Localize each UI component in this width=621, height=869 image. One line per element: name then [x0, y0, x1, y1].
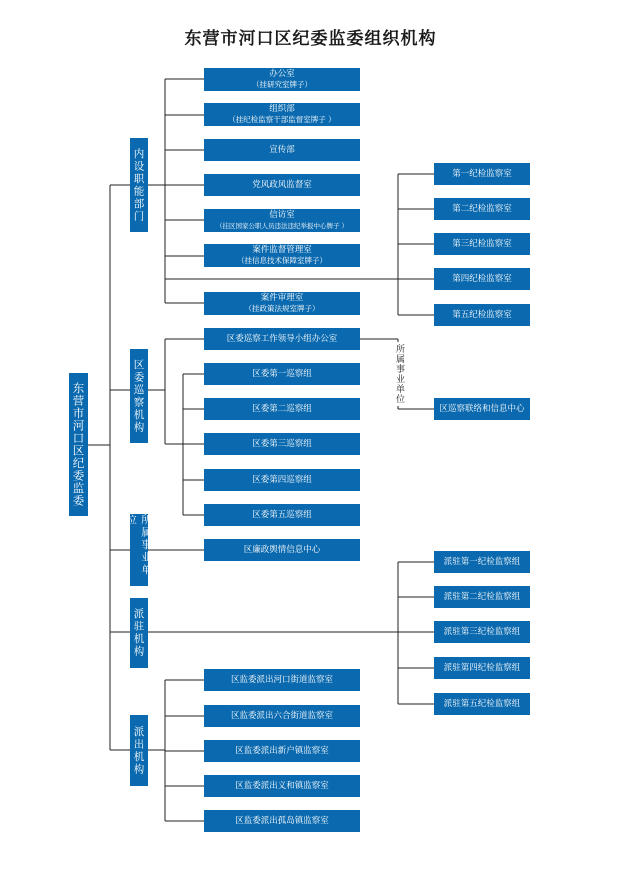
- patrol-affiliated-label: 所属事业单位: [394, 344, 404, 404]
- internal-dept: [204, 68, 360, 91]
- discipline-room: 第三纪检监察室: [434, 233, 530, 255]
- category-internal: 内设职能部门: [130, 138, 148, 232]
- category-dispatched: 派驻机构: [130, 598, 148, 668]
- outpost-office: 区监委派出六合街道监察室: [204, 705, 360, 727]
- patrol-group: 区委第四巡察组: [204, 469, 360, 491]
- dept-sub: （挂纪检监察干部监督室牌子 ）: [228, 115, 336, 124]
- affiliated-unit: 区廉政舆情信息中心: [204, 539, 360, 561]
- patrol-office: 区委巡察工作领导小组办公室: [204, 328, 360, 350]
- dept-name: 办公室: [269, 69, 295, 79]
- outpost-office: 区监委派出孤岛镇监察室: [204, 810, 360, 832]
- patrol-group: 区委第一巡察组: [204, 363, 360, 385]
- patrol-group: 区委第三巡察组: [204, 433, 360, 455]
- dept-sub: （挂信息技术保障室牌子）: [237, 256, 327, 265]
- dept-sub: （挂区国家公职人员违法违纪举报中心牌子 ）: [215, 222, 349, 230]
- dispatched-group: 派驻第一纪检监察组: [434, 551, 530, 573]
- category-outposts: 派出机构: [130, 715, 148, 786]
- internal-dept: [204, 174, 360, 196]
- discipline-room: 第一纪检监察室: [434, 163, 530, 185]
- discipline-room: 第四纪检监察室: [434, 268, 530, 290]
- internal-dept: [204, 103, 360, 126]
- patrol-group: 区委第五巡察组: [204, 504, 360, 526]
- internal-dept: [204, 209, 360, 232]
- dept-sub: （挂政策法规室牌子）: [244, 304, 320, 313]
- internal-dept: [204, 244, 360, 267]
- dispatched-group: 派驻第五纪检监察组: [434, 693, 530, 715]
- outpost-office: 区监委派出义和镇监察室: [204, 775, 360, 797]
- internal-dept: [204, 139, 360, 161]
- root-node: 东营市河口区纪委监委: [69, 373, 88, 516]
- dispatched-group: 派驻第三纪检监察组: [434, 621, 530, 643]
- dept-name: 案件审理室: [260, 293, 304, 303]
- discipline-room: 第二纪检监察室: [434, 198, 530, 220]
- dispatched-group: 派驻第二纪检监察组: [434, 586, 530, 608]
- discipline-room: 第五纪检监察室: [434, 304, 530, 326]
- dept-name: 组织部: [269, 104, 295, 114]
- dept-name: 宣传部: [269, 144, 295, 155]
- dept-name: 党风政风监督室: [252, 179, 312, 190]
- dispatched-group: 派驻第四纪检监察组: [434, 657, 530, 679]
- dept-name: 信访室: [269, 210, 295, 220]
- outpost-office: 区监委派出新户镇监察室: [204, 740, 360, 762]
- outpost-office: 区监委派出河口街道监察室: [204, 669, 360, 691]
- page-title: 东营市河口区纪委监委组织机构: [184, 29, 437, 49]
- patrol-info-center: 区巡察联络和信息中心: [434, 398, 530, 420]
- dept-name: 案件监督管理室: [252, 245, 312, 255]
- patrol-group: 区委第二巡察组: [204, 398, 360, 420]
- internal-dept: [204, 292, 360, 315]
- category-affiliated: 所属事业单位: [130, 514, 148, 586]
- dept-sub: （挂研究室牌子）: [252, 80, 312, 89]
- category-patrol: 区委巡察机构: [130, 349, 148, 443]
